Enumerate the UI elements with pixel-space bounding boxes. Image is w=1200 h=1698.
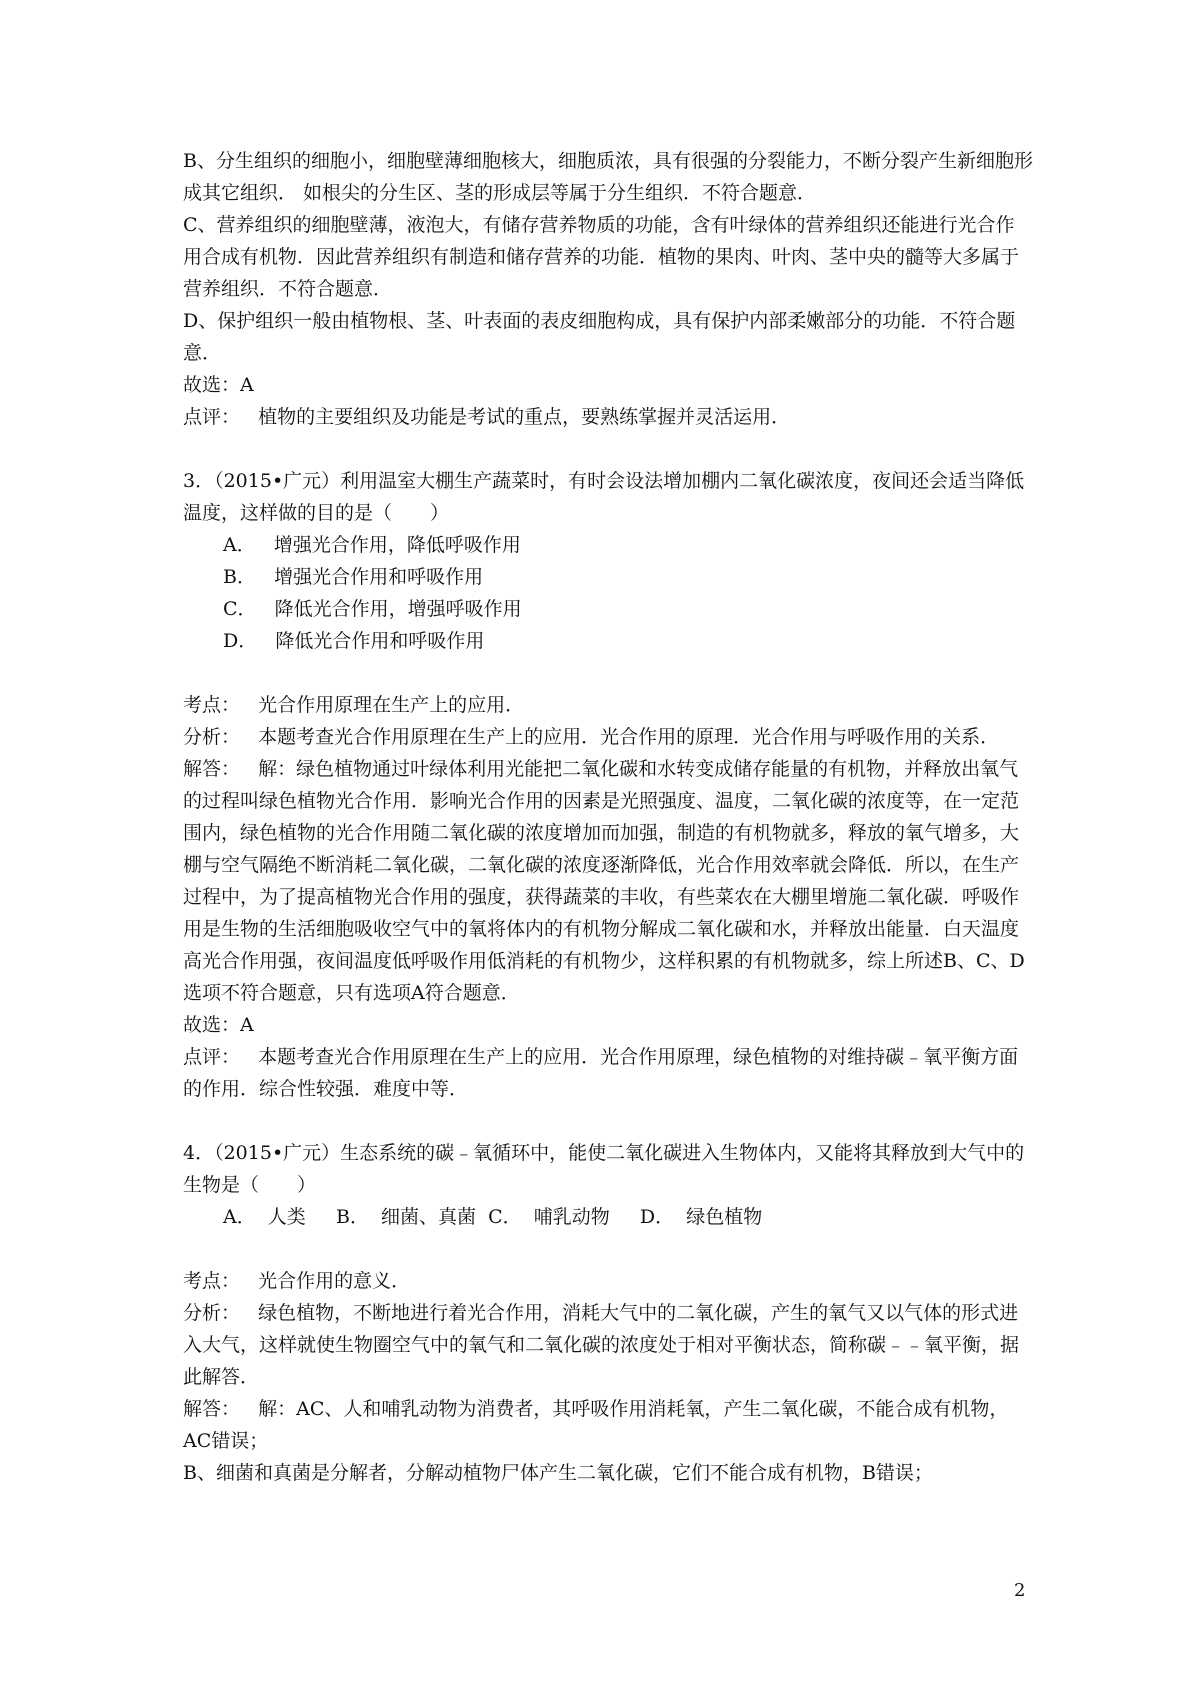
question-4-solution-b: B、细菌和真菌是分解者，分解动植物尸体产生二氧化碳，它们不能合成有机物，B错误； <box>183 1462 933 1484</box>
question-3-analysis: 分析： 本题考查光合作用原理在生产上的应用．光合作用的原理．光合作用与呼吸作用的关系． <box>183 726 1000 748</box>
question-3-options <box>183 529 1033 657</box>
question-3-comment: 点评： 本题考查光合作用原理在生产上的应用．光合作用原理，绿色植物的对维持碳﹣氧平衡方面的作用．综合性较强．难度中等． <box>183 1046 1019 1100</box>
question-3-option-c: C． 降低光合作用，增强呼吸作用 <box>223 598 522 620</box>
question-3-kaodian: 考点： 光合作用原理在生产上的应用． <box>183 694 525 716</box>
question-3-solution: 解答： 解：绿色植物通过叶绿体利用光能把二氧化碳和水转变成储存能量的有机物，并释放出氧气的过程叫绿色植物光合作用．影响光合作用的因素是光照强度、温度，二氧化碳的浓度等，在一定范围内，绿色植物的光合作用随二氧化碳的浓度增加而加强，制造的有机物就多，释放的氧气增多，大棚与空气隔绝不断消耗二氧化碳，二氧化碳的浓度逐渐降低，光合作用效率就会降低．所以，在生产过程中，为了提高植物光合作用的强度，获得蔬菜的丰收，有些菜农在大棚里增施二氧化碳．呼吸作用是生物的生活细胞吸收空气中的氧将体内的有机物分解成二氧化碳和水，并释放出能量．白天温度高光合作用强，夜间温度低呼吸作用低消耗的有机物少，这样积累的有机物就多，综上所述B、C、D选项不符合题意，只有选项A符合题意． <box>183 758 1025 1004</box>
question-4-analysis: 分析： 绿色植物，不断地进行着光合作用，消耗大气中的二氧化碳，产生的氧气又以气体的形式进入大气，这样就使生物圈空气中的氧气和二氧化碳的浓度处于相对平衡状态，简称碳﹣﹣氧平衡，据此解答． <box>183 1302 1020 1388</box>
question-3-option-a: A． 增强光合作用，降低呼吸作用 <box>223 534 521 556</box>
question-3-stem: 3．（2015•广元）利用温室大棚生产蔬菜时，有时会设法增加棚内二氧化碳浓度，夜间还会适当降低温度，这样做的目的是（ ） <box>183 470 1025 524</box>
page-number: 2 <box>1014 1580 1026 1601</box>
option-b-explanation: B、分生组织的细胞小，细胞壁薄细胞核大，细胞质浓，具有很强的分裂能力，不断分裂产生新细胞形成其它组织． 如根尖的分生区、茎的形成层等属于分生组织．不符合题意． <box>183 150 1033 204</box>
question-3-answer: 故选：A <box>183 1014 254 1036</box>
option-d-explanation: D、保护组织一般由植物根、茎、叶表面的表皮细胞构成，具有保护内部柔嫩部分的功能．不符合题意． <box>183 310 1016 364</box>
question-4-options: A． 人类 B． 细菌、真菌 C． 哺乳动物 D． 绿色植物 <box>223 1206 763 1228</box>
comment-line: 点评： 植物的主要组织及功能是考试的重点，要熟练掌握并灵活运用． <box>183 406 791 428</box>
question-4-solution: 解答： 解：AC、人和哺乳动物为消费者，其呼吸作用消耗氧，产生二氧化碳，不能合成有机物，AC错误； <box>183 1398 1009 1452</box>
spacer <box>183 1233 1033 1265</box>
answer-line: 故选：A <box>183 374 254 396</box>
question-3-option-b: B． 增强光合作用和呼吸作用 <box>223 566 484 588</box>
question-4-kaodian: 考点： 光合作用的意义． <box>183 1270 411 1292</box>
option-c-explanation: C、营养组织的细胞壁薄，液泡大，有储存营养物质的功能，含有叶绿体的营养组织还能进行光合作用合成有机物．因此营养组织有制造和储存营养的功能．植物的果肉、叶肉、茎中央的髓等大多属于营养组织．不符合题意． <box>183 214 1020 300</box>
spacer <box>183 1105 1033 1137</box>
question-3-option-d: D． 降低光合作用和呼吸作用 <box>223 630 485 652</box>
spacer <box>183 657 1033 689</box>
question-4-stem: 4．（2015•广元）生态系统的碳﹣氧循环中，能使二氧化碳进入生物体内，又能将其释放到大气中的生物是（ ） <box>183 1142 1025 1196</box>
spacer <box>183 433 1033 465</box>
document-body <box>183 145 1033 1489</box>
